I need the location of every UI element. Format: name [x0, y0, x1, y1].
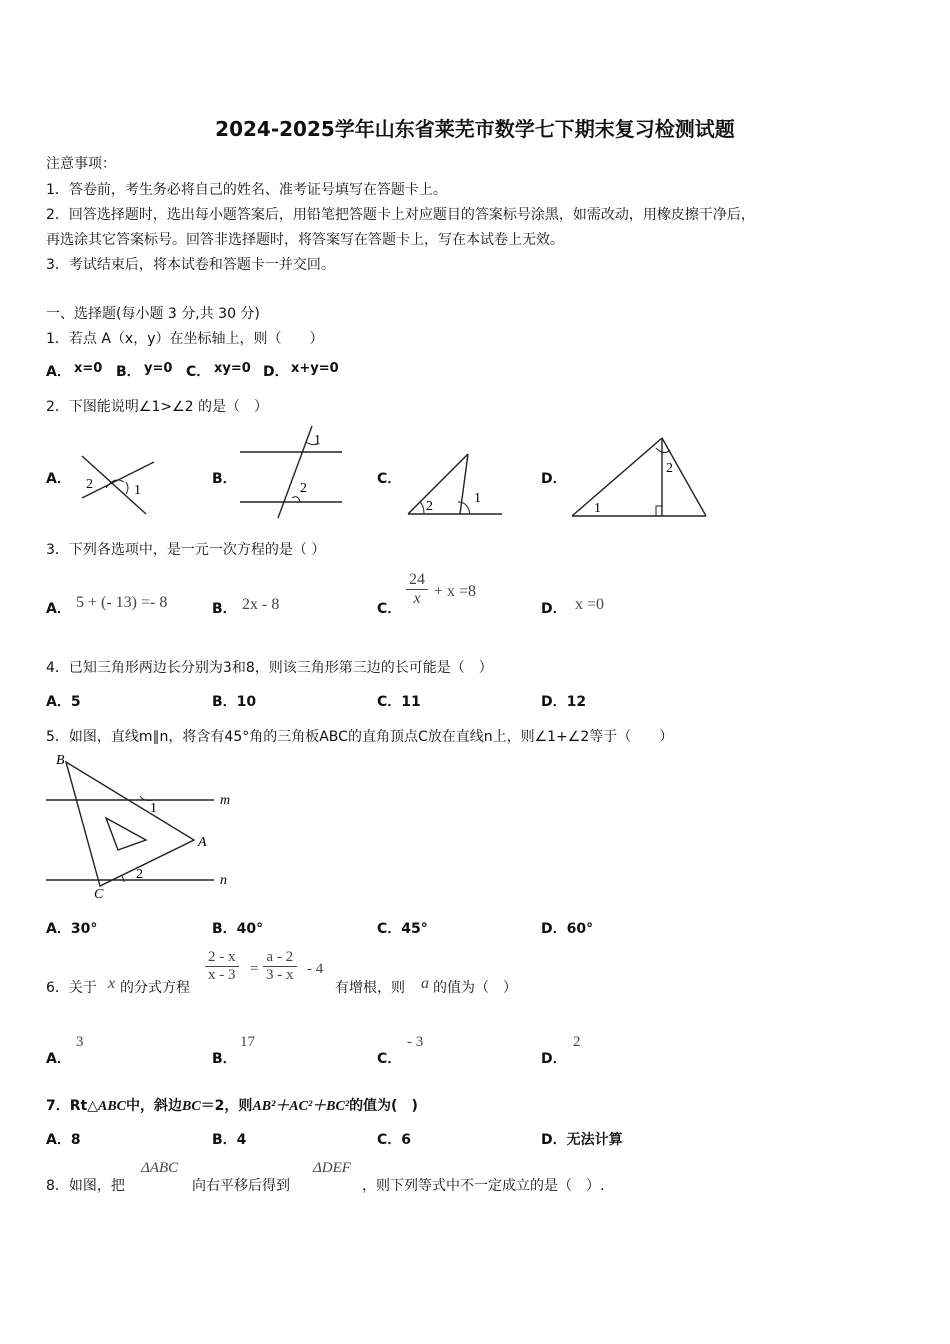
q1-option-a-label: A．	[46, 364, 71, 380]
q7-stem-mid2: ＝2，则	[200, 1098, 253, 1114]
q3-option-a: 5 + (- 13) =- 8	[76, 594, 168, 611]
q7-stem-mid: 中，斜边	[126, 1098, 182, 1114]
q2-option-d-label: D．	[541, 471, 567, 487]
q7-expression: AB²＋AC²＋BC²	[252, 1099, 350, 1114]
q8-triangle-def: ΔDEF	[313, 1160, 351, 1176]
q3-option-a-label: A．	[46, 601, 71, 617]
q4-option-d: D．12	[541, 694, 587, 710]
q5-label-m: m	[220, 793, 231, 808]
q5-angle-2: 2	[136, 867, 143, 882]
q6-fraction-1-numerator: 2 - x	[205, 949, 239, 967]
q7-abc: ABC	[97, 1099, 126, 1114]
q6-option-d: 2	[573, 1034, 581, 1050]
q4-option-a: A．5	[46, 694, 81, 710]
q5-option-c: C．45°	[377, 921, 428, 937]
q5-label-c: C	[94, 887, 104, 902]
q7-option-b: B．4	[212, 1132, 247, 1148]
q2b-angle-2: 2	[300, 481, 307, 496]
q2b-angle-1: 1	[314, 433, 321, 448]
q5-figure	[44, 752, 240, 900]
q1-option-b-label: B．	[116, 364, 141, 380]
q5-label-b: B	[56, 753, 65, 768]
notes-item-2-line-1: 2．回答选择题时，选出每小题答案后，用铅笔把答题卡上对应题目的答案标号涂黑，如需改动，用橡皮擦干净后，	[46, 207, 755, 223]
q8-stem-pre: 8．如图，把	[46, 1178, 125, 1194]
q7-bc: BC	[182, 1099, 201, 1114]
q5-option-d: D．60°	[541, 921, 594, 937]
q3-option-c-rest: + x =8	[434, 583, 477, 600]
q1-option-d-label: D．	[263, 364, 289, 380]
q2-figure-a	[78, 452, 158, 518]
notes-heading: 注意事项：	[46, 156, 116, 172]
q2-figure-b	[238, 424, 346, 520]
q3-stem: 3．下列各选项中，是一元一次方程的是（ ）	[46, 542, 326, 558]
q6-option-c-label: C．	[377, 1051, 402, 1067]
q2-option-c-label: C．	[377, 471, 402, 487]
q6-var-a: a	[421, 975, 429, 992]
q3-option-c-fraction	[406, 571, 428, 608]
q2-figure-c	[406, 452, 506, 518]
q4-option-b: B．10	[212, 694, 257, 710]
q6-stem-mid: 的分式方程	[120, 980, 190, 996]
q2-stem: 2．下图能说明∠1>∠2 的是（ ）	[46, 399, 269, 415]
q7-option-d: D．无法计算	[541, 1132, 623, 1148]
q8-triangle-abc: ΔABC	[141, 1160, 179, 1176]
q6-fraction-2-numerator: a - 2	[263, 949, 297, 967]
q5-stem: 5．如图，直线m∥n，将含有45°角的三角板ABC的直角顶点C放在直线n上，则∠1+∠2等于（ ）	[46, 729, 674, 745]
q1-option-c: xy=0	[214, 361, 251, 376]
q2d-angle-2: 2	[666, 461, 673, 476]
q3-option-c-denominator: x	[413, 590, 421, 607]
q7-stem-pre: 7．Rt△	[46, 1098, 98, 1114]
section-heading: 一、选择题(每小题 3 分,共 30 分)	[46, 306, 260, 322]
q6-fraction-2	[263, 949, 297, 984]
q3-option-d-label: D．	[541, 601, 567, 617]
q1-option-a: x=0	[74, 361, 103, 376]
q6-var-x: x	[108, 975, 116, 992]
q6-rest: - 4	[307, 961, 324, 977]
q5-label-a: A	[198, 835, 207, 850]
q3-option-c-label: C．	[377, 601, 402, 617]
q6-stem-post-2: 的值为（ ）	[433, 980, 517, 996]
q1-option-d: x+y=0	[291, 361, 339, 376]
q6-stem-post-1: 有增根，则	[335, 980, 405, 996]
q6-equals: =	[250, 961, 259, 977]
notes-item-2-line-2: 再选涂其它答案标号。回答非选择题时，将答案写在答题卡上，写在本试卷上无效。	[46, 232, 564, 248]
q7-option-c: C．6	[377, 1132, 412, 1148]
q7-stem	[46, 1095, 418, 1115]
q8-stem-mid: 向右平移后得到	[192, 1178, 290, 1194]
q4-option-c: C．11	[377, 694, 421, 710]
notes-item-1: 1．答卷前，考生务必将自己的姓名、准考证号填写在答题卡上。	[46, 182, 447, 198]
q1-option-b: y=0	[144, 361, 173, 376]
q6-option-a-label: A．	[46, 1051, 71, 1067]
q6-option-b-label: B．	[212, 1051, 237, 1067]
q6-fraction-2-denominator: 3 - x	[266, 967, 294, 983]
q3-option-c-numerator: 24	[406, 571, 428, 590]
q2c-angle-1: 1	[474, 491, 481, 506]
q2d-angle-1: 1	[594, 501, 601, 516]
q8-stem-post: ，则下列等式中不一定成立的是（ ）.	[362, 1178, 605, 1194]
q2-figure-d	[570, 434, 710, 520]
q2-option-a-label: A．	[46, 471, 71, 487]
q5-option-a: A．30°	[46, 921, 98, 937]
q3-option-b-label: B．	[212, 601, 237, 617]
q1-stem: 1．若点 A（x，y）在坐标轴上，则（ ）	[46, 331, 324, 347]
q6-option-a: 3	[76, 1034, 84, 1050]
q3-option-d: x =0	[575, 596, 605, 613]
q6-fraction-1-denominator: x - 3	[208, 967, 236, 983]
q5-label-n: n	[220, 873, 227, 888]
notes-item-3: 3．考试结束后，将本试卷和答题卡一并交回。	[46, 257, 335, 273]
q1-option-c-label: C．	[186, 364, 211, 380]
page-title: 2024-2025学年山东省莱芜市数学七下期末复习检测试题	[215, 117, 735, 141]
q2c-angle-2: 2	[426, 499, 433, 514]
q6-option-c: - 3	[407, 1034, 424, 1050]
q6-option-b: 17	[240, 1034, 255, 1050]
q3-option-b: 2x - 8	[242, 596, 280, 613]
q2-option-b-label: B．	[212, 471, 237, 487]
q5-option-b: B．40°	[212, 921, 264, 937]
q6-option-d-label: D．	[541, 1051, 567, 1067]
q7-option-a: A．8	[46, 1132, 81, 1148]
q6-fraction-1	[205, 949, 239, 984]
q2a-angle-1: 1	[134, 483, 141, 498]
q7-stem-post: 的值为( )	[349, 1098, 418, 1114]
q6-stem-pre: 6．关于	[46, 980, 97, 996]
q2a-angle-2: 2	[86, 477, 93, 492]
q5-angle-1: 1	[150, 801, 157, 816]
q4-stem: 4．已知三角形两边长分别为3和8，则该三角形第三边的长可能是（ ）	[46, 660, 493, 676]
